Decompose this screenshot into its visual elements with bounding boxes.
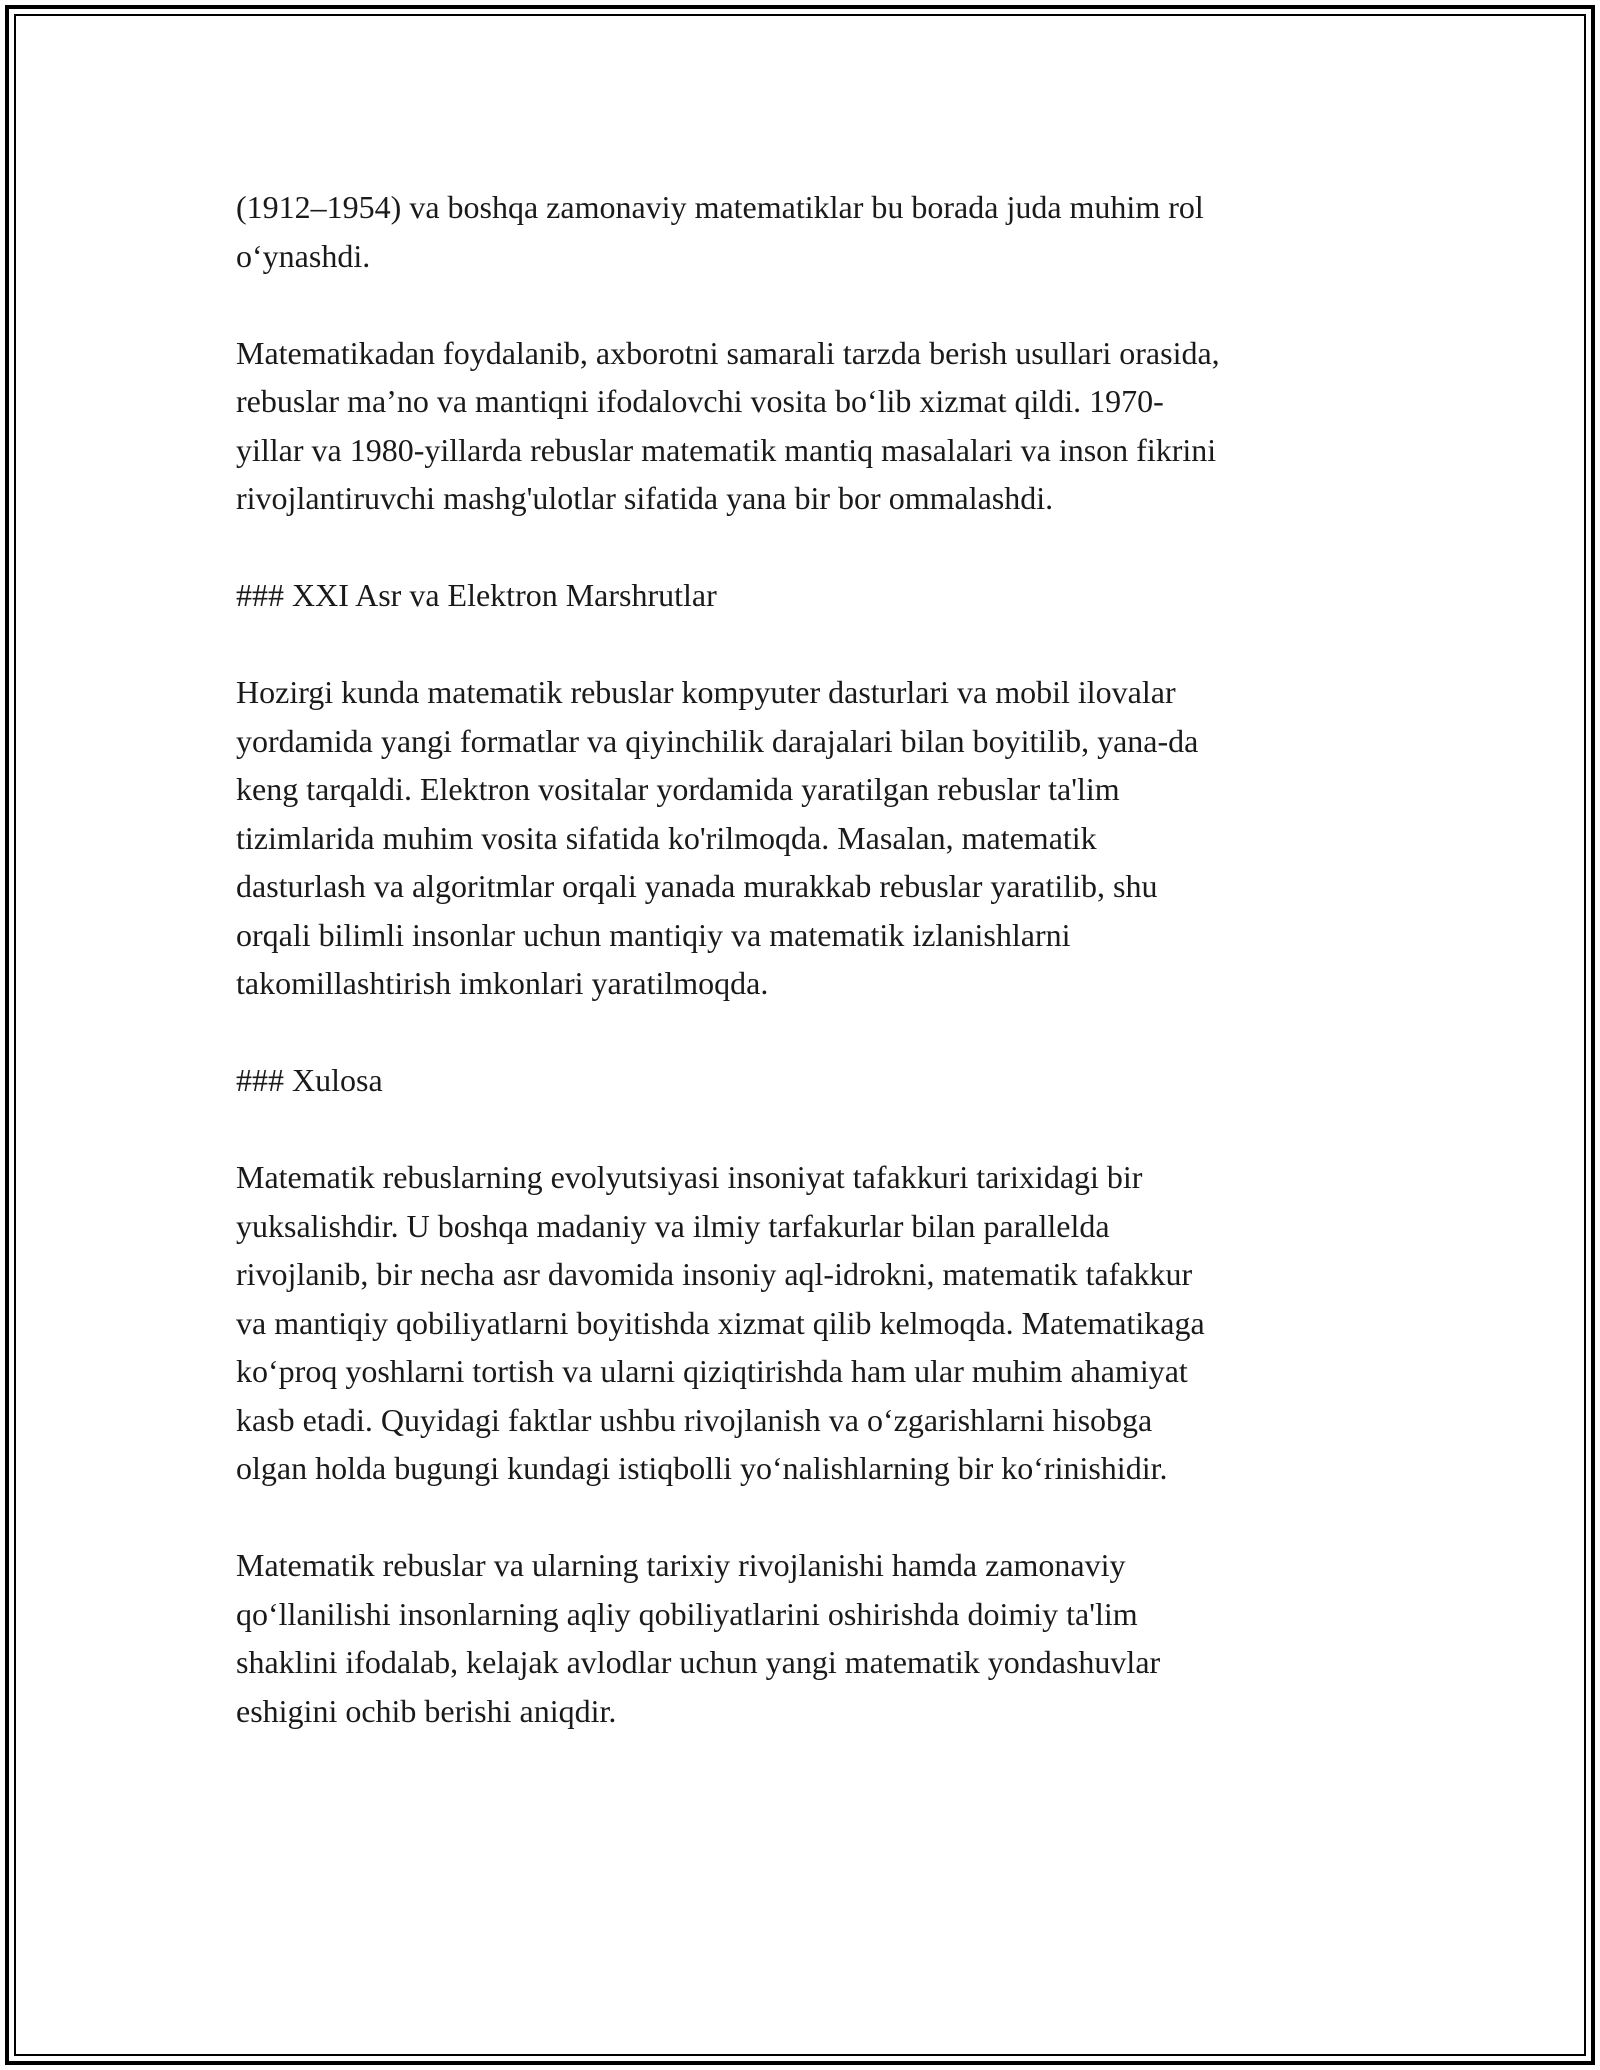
paragraph-gap (236, 1493, 1376, 1542)
text-line: Matematikadan foydalanib, axborotni samarali tarzda berish usullari orasida, (236, 334, 1220, 371)
paragraph-gap (236, 620, 1376, 669)
paragraph-gap (236, 1008, 1376, 1057)
text-line: yillar va 1980-yillarda rebuslar matematik mantiq masalalari va inson fikrini (236, 431, 1217, 468)
text-line: qo‘llanilishi insonlarning aqliy qobiliyatlarini oshirishda doimiy ta'lim (236, 1595, 1138, 1632)
text-line: Hozirgi kunda matematik rebuslar kompyuter dasturlari va mobil ilovalar (236, 674, 1176, 710)
paragraph (236, 329, 1376, 523)
text-line: ko‘proq yoshlarni tortish va ularni qiziqtirishda ham ular muhim ahamiyat (236, 1353, 1188, 1389)
paragraph-gap (236, 1105, 1376, 1154)
text-line: rebuslar ma’no va mantiqni ifodalovchi vosita bo‘lib xizmat qildi. 1970- (236, 383, 1164, 419)
text-line: o‘ynashdi. (236, 237, 371, 274)
paragraph-gap (236, 523, 1376, 572)
heading-text: ### Xulosa (236, 1062, 383, 1098)
text-line: dasturlash va algoritmlar orqali yanada murakkab rebuslar yaratilib, shu (236, 868, 1158, 904)
text-line: va mantiqiy qobiliyatlarni boyitishda xizmat qilib kelmoqda. Matematikaga (236, 1304, 1205, 1341)
text-line: shaklini ifodalab, kelajak avlodlar uchun yangi matematik yondashuvlar (236, 1644, 1161, 1680)
paragraph (236, 668, 1376, 1008)
text-line: keng tarqaldi. Elektron vositalar yordamida yaratilgan rebuslar ta'lim (236, 771, 1120, 807)
text-line: tizimlarida muhim vosita sifatida ko'rilmoqda. Masalan, matematik (236, 819, 1097, 856)
text-line: orqali bilimli insonlar uchun mantiqiy va matematik izlanishlarni (236, 916, 1071, 953)
text-line: Matematik rebuslarning evolyutsiyasi insoniyat tafakkuri tarixidagi bir (236, 1159, 1143, 1195)
text-line: eshigini ochib berishi aniqdir. (236, 1692, 617, 1729)
document-body (236, 183, 1376, 1735)
text-line: yordamida yangi formatlar va qiyinchilik darajalari bilan boyitilib, yana-da (236, 722, 1199, 759)
section-heading (236, 571, 1376, 620)
text-line: Matematik rebuslar va ularning tarixiy rivojlanishi hamda zamonaviy (236, 1547, 1126, 1583)
heading-text: ### XXI Asr va Elektron Marshrutlar (236, 577, 717, 613)
text-line: kasb etadi. Quyidagi faktlar ushbu rivojlanish va o‘zgarishlarni hisobga (236, 1401, 1153, 1438)
text-line: (1912–1954) va boshqa zamonaviy matematiklar bu borada juda muhim rol (236, 189, 1204, 225)
paragraph (236, 1153, 1376, 1493)
paragraph (236, 1541, 1376, 1735)
text-line: yuksalishdir. U boshqa madaniy va ilmiy tarfakurlar bilan parallelda (236, 1207, 1110, 1244)
section-heading (236, 1056, 1376, 1105)
paragraph (236, 183, 1376, 280)
text-line: rivojlantiruvchi mashg'ulotlar sifatida yana bir bor ommalashdi. (236, 480, 1054, 516)
paragraph-gap (236, 280, 1376, 329)
text-line: rivojlanib, bir necha asr davomida insoniy aql-idrokni, matematik tafakkur (236, 1256, 1193, 1292)
text-line: takomillashtirish imkonlari yaratilmoqda. (236, 965, 769, 1001)
text-line: olgan holda bugungi kundagi istiqbolli yo‘nalishlarning bir ko‘rinishidir. (236, 1450, 1168, 1486)
